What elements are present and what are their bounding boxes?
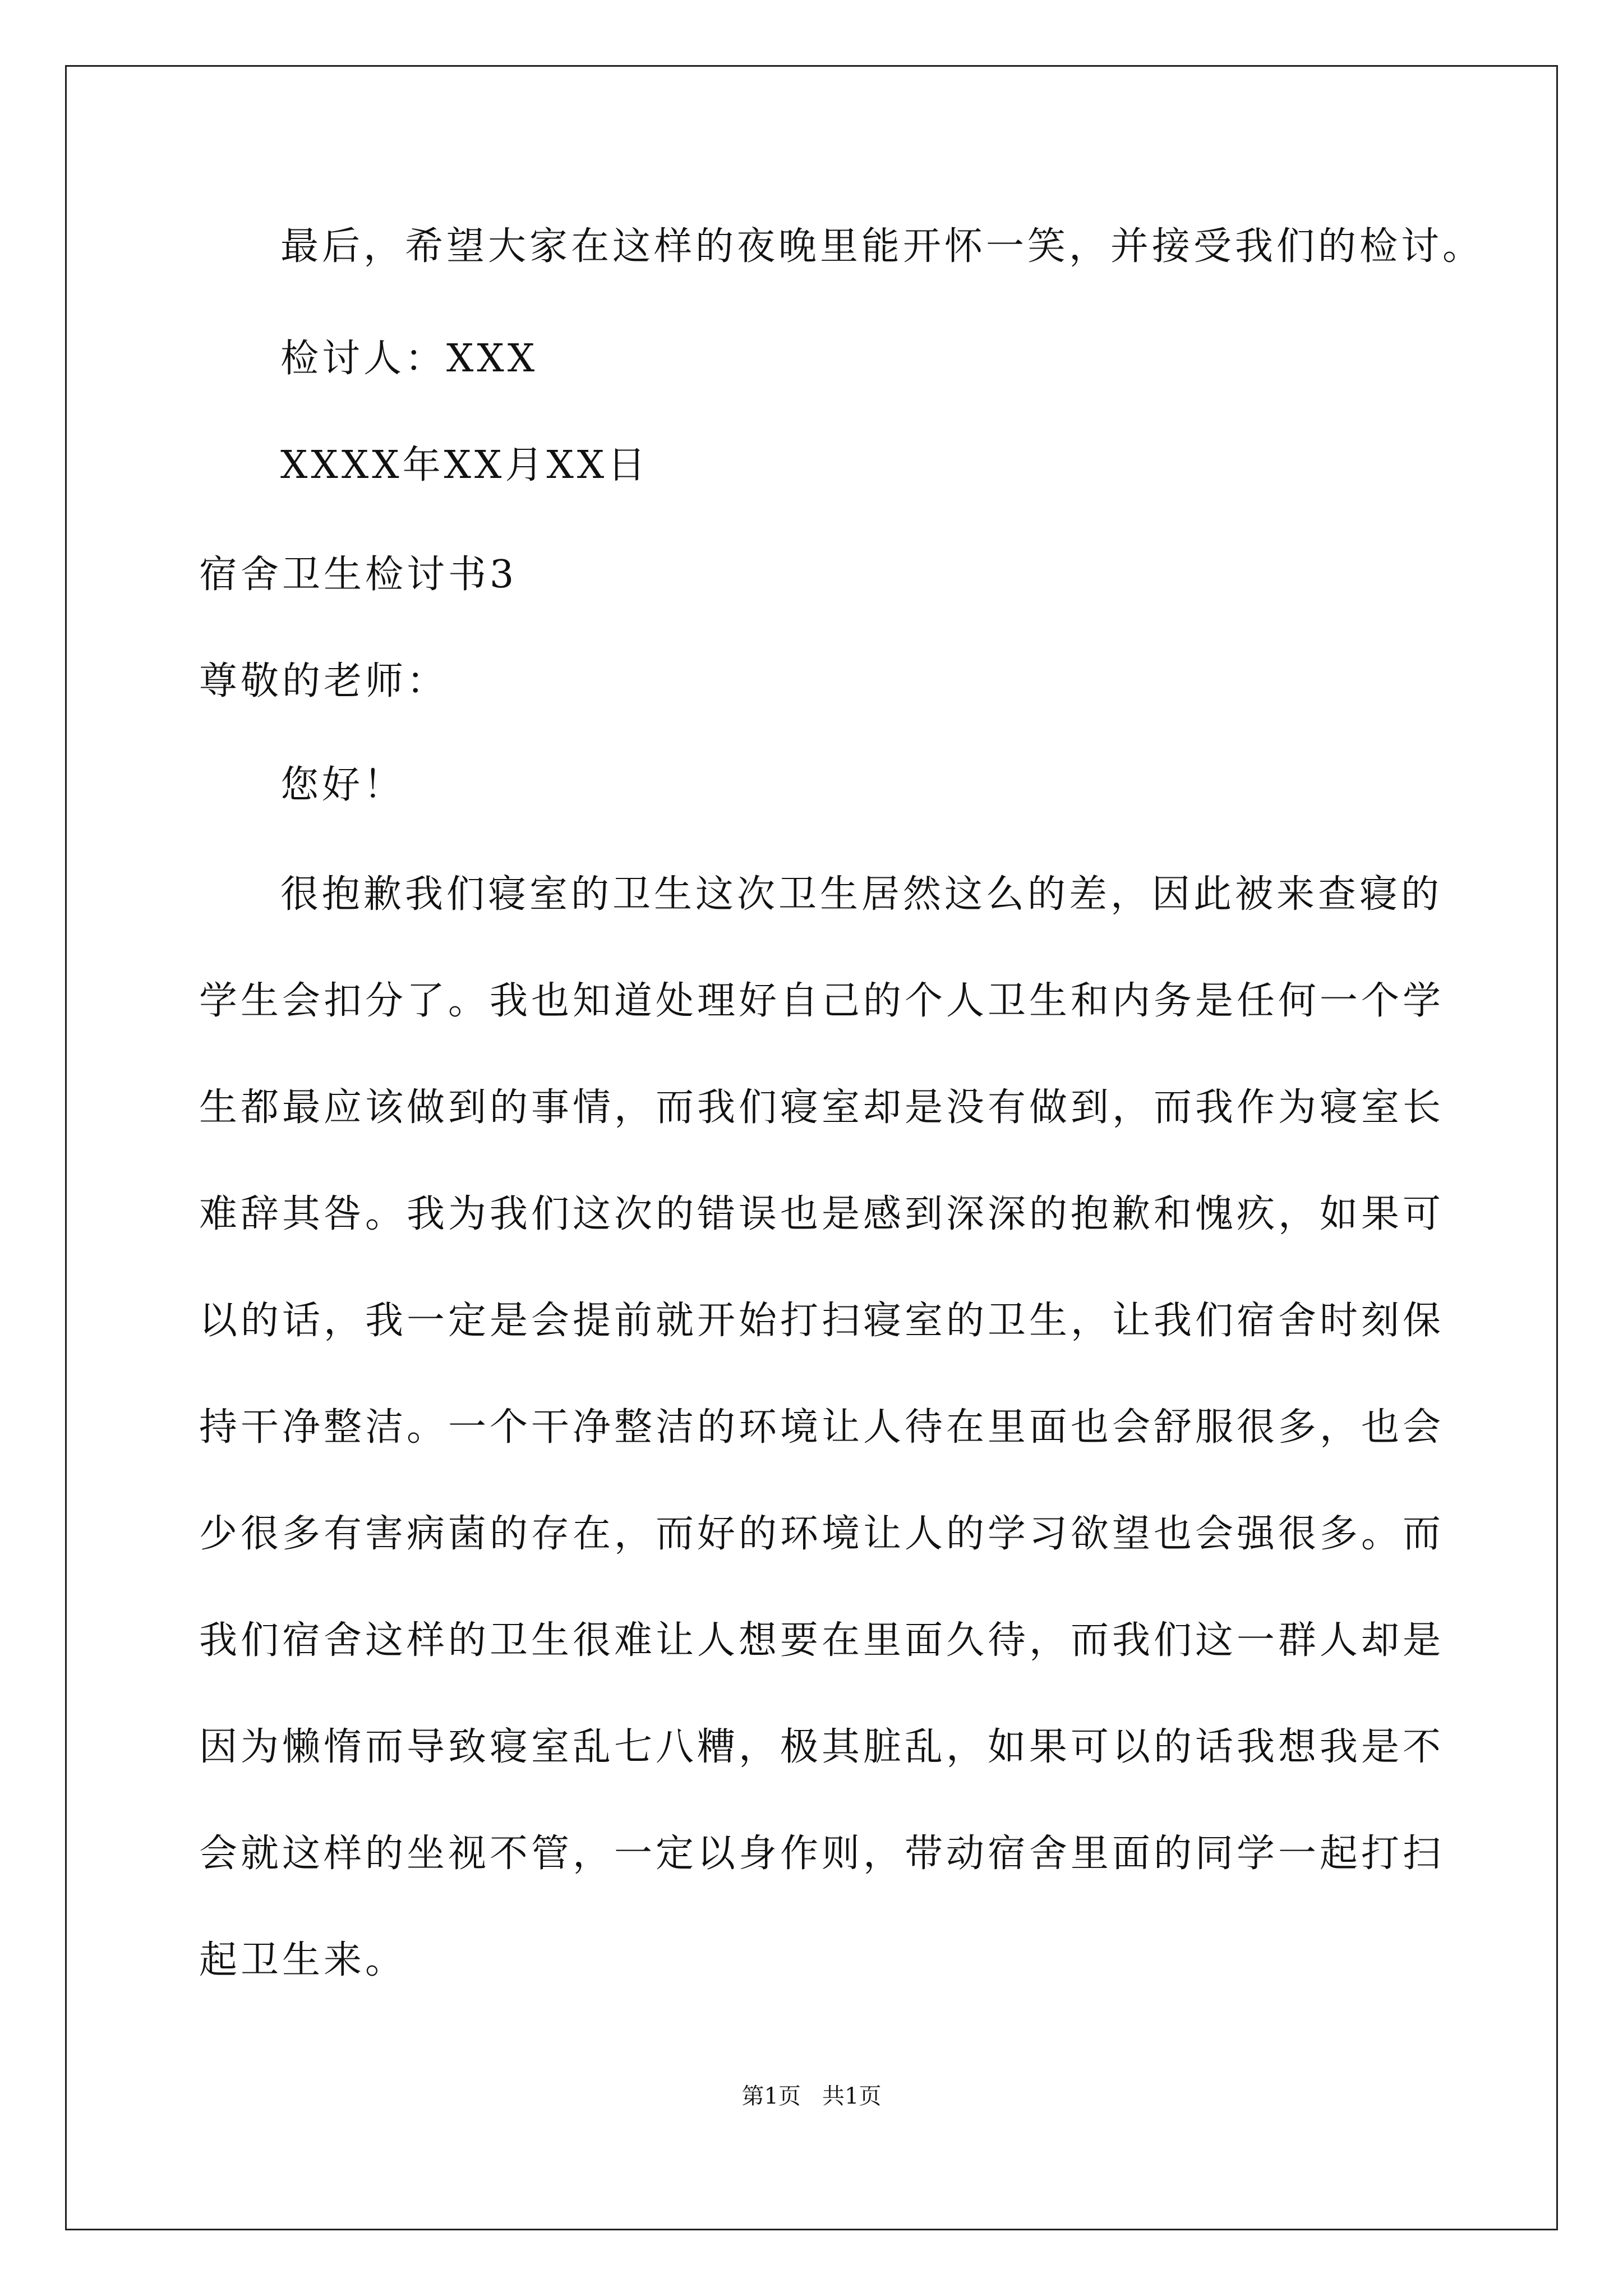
page-border <box>65 65 1558 2230</box>
body-line: 因为懒惰而导致寝室乱七八糟，极其脏乱，如果可以的话我想我是不 <box>199 1725 1445 1769</box>
closing-paragraph: 最后，希望大家在这样的夜晚里能开怀一笑，并接受我们的检讨。 <box>280 224 1484 269</box>
page-number-footer: 第1页 共1页 <box>741 2083 882 2109</box>
salutation: 尊敬的老师： <box>199 659 449 703</box>
greeting: 您好！ <box>280 763 405 807</box>
body-line: 会就这样的坐视不管，一定以身作则，带动宿舍里面的同学一起打扫 <box>199 1832 1445 1876</box>
body-line: 起卫生来。 <box>199 1938 407 1982</box>
body-line: 生都最应该做到的事情，而我们寝室却是没有做到，而我作为寝室长 <box>199 1085 1445 1130</box>
body-line: 很抱歉我们寝室的卫生这次卫生居然这么的差，因此被来查寝的 <box>280 872 1443 917</box>
body-line: 少很多有害病菌的存在，而好的环境让人的学习欲望也会强很多。而 <box>199 1512 1445 1556</box>
body-line: 持干净整洁。一个干净整洁的环境让人待在里面也会舒服很多，也会 <box>199 1405 1445 1450</box>
signature-line: 检讨人：XXX <box>280 337 538 381</box>
body-line: 难辞其咎。我为我们这次的错误也是感到深深的抱歉和愧疚，如果可 <box>199 1192 1445 1236</box>
body-line: 我们宿舍这样的卫生很难让人想要在里面久待，而我们这一群人却是 <box>199 1618 1445 1663</box>
body-line: 学生会扣分了。我也知道处理好自己的个人卫生和内务是任何一个学 <box>199 979 1445 1023</box>
section-title: 宿舍卫生检讨书3 <box>199 553 518 597</box>
date-line: XXXX年XX月XX日 <box>280 443 649 487</box>
body-line: 以的话，我一定是会提前就开始打扫寝室的卫生，让我们宿舍时刻保 <box>199 1299 1445 1343</box>
